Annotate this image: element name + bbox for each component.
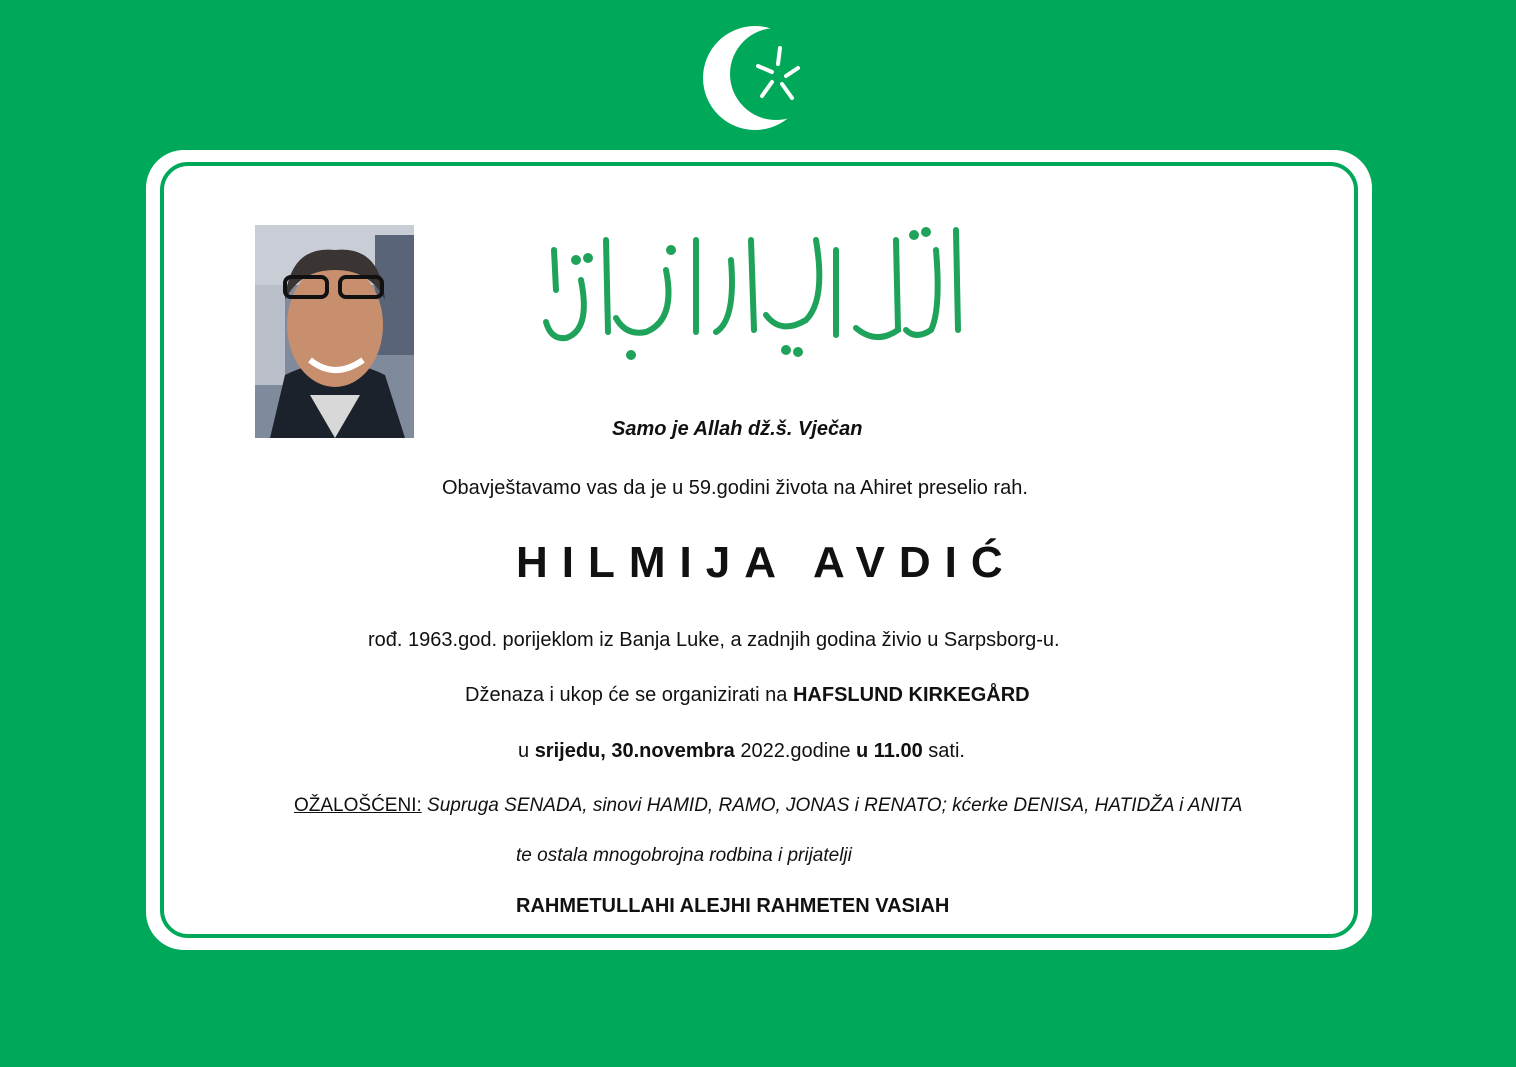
announcement: Obavještavamo vas da je u 59.godini života na Ahiret preselio rah. xyxy=(442,477,1028,499)
mourners xyxy=(294,795,1242,817)
deceased-name: HILMIJA AVDIĆ xyxy=(516,538,1017,587)
closing-prayer: RAHMETULLAHI ALEJHI RAHMETEN VASIAH xyxy=(516,895,950,917)
funeral-day: srijedu, 30.novembra xyxy=(534,740,735,762)
mourners-label: OŽALOŠĆENI: xyxy=(294,795,422,816)
arabic-calligraphy-inna-lillahi xyxy=(536,210,976,385)
crescent-and-star-icon xyxy=(700,20,820,135)
mourners-list: Supruga SENADA, sinovi HAMID, RAMO, JONAS i RENATO; kćerke DENISA, HATIDŽA i ANITA xyxy=(427,795,1243,816)
birth-info: rođ. 1963.god. porijeklom iz Banja Luke, a zadnjih godina živio u Sarpsborg-u. xyxy=(368,629,1060,651)
motto: Samo je Allah dž.š. Vječan xyxy=(612,418,863,440)
obituary-card xyxy=(146,150,1372,950)
funeral-time: u 11.00 xyxy=(856,740,923,762)
relatives: te ostala mnogobrojna rodbina i prijatelji xyxy=(516,845,852,866)
portrait-photo xyxy=(255,225,414,438)
funeral-place: HAFSLUND KIRKEGÅRD xyxy=(792,684,1030,706)
funeral-location: Dženaza i ukop će se organizirati na HAFSLUND KIRKEGÅRD xyxy=(465,684,1030,706)
funeral-date: u srijedu, 30.novembra 2022.godine u 11.00 sati. xyxy=(518,740,965,762)
